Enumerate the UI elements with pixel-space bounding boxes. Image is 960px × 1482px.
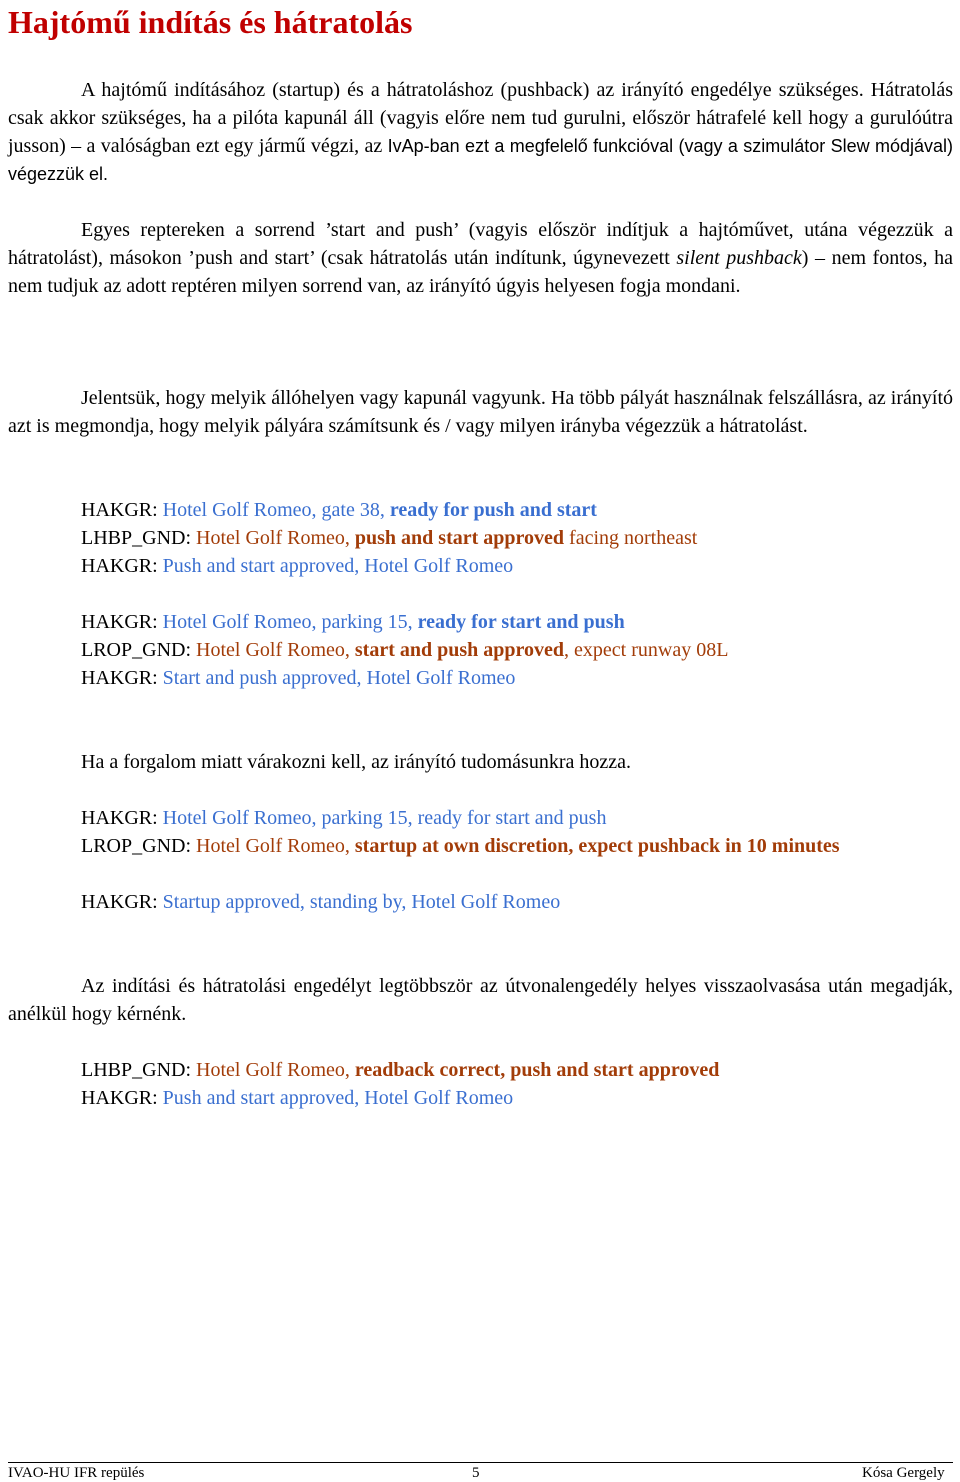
order-text-part1: Egyes reptereken a sorrend ’start and push’ (vagyis először indítjuk a hajtóművet, utána végezzük a hátratolást), másokon ’push and start’ (csak hátratolás után indítunk, úgynevezett [8, 219, 953, 269]
atc-bold-text: readback correct, push and start approved [354, 1059, 720, 1081]
atc-text: Hotel Golf Romeo, [196, 835, 355, 857]
atc-text: Hotel Golf Romeo, [196, 527, 355, 549]
order-text-part2: ) – nem fontos, ha nem tudjuk az adott reptéren milyen sorrend van, az irányító úgyis helyesen fogja mondani. [8, 247, 953, 297]
pilot-text: Hotel Golf Romeo, parking 15, ready for start and push [162, 807, 607, 829]
pilot-text: Push and start approved, Hotel Golf Romeo [162, 555, 514, 577]
atc-tail-text: , expect runway 08L [564, 639, 729, 661]
readback-paragraph: Az indítási és hátratolási engedélyt legtöbbször az útvonalengedély helyes visszaolvasása után megadják, anélkül hogy kérnénk. [8, 975, 953, 1025]
ex3-line3 [81, 888, 560, 916]
order-text-italic: silent pushback [676, 247, 802, 269]
ex3-line1 [81, 804, 606, 832]
speaker-label: HAKGR: [81, 611, 163, 633]
pilot-text: Hotel Golf Romeo, gate 38, [162, 499, 390, 521]
atc-bold-text: start and push approved [354, 639, 565, 661]
speaker-label: HAKGR: [81, 1087, 163, 1109]
intro-text-part1: A hajtómű indításához (startup) és a hátratoláshoz (pushback) az irányító engedélye szükséges. Hátratolás csak akkor szükséges, ha a pilóta kapunál áll (vagyis előre nem tud gurulni, először hátrafelé kell hogy a gurulóútra jusson) – a valóságban ezt egy jármű végzi, az [8, 79, 953, 157]
atc-bold-text: push and start approved [354, 527, 565, 549]
footer-page-number: 5 [472, 1465, 480, 1481]
intro-text-part2: IvAp-ban ezt a megfelelő funkcióval (vagy a szimulátor Slew módjával) végezzük el. [8, 136, 953, 184]
report-paragraph: Jelentsük, hogy melyik állóhelyen vagy kapunál vagyunk. Ha több pályát használnak felszállásra, az irányító azt is megmondja, hogy melyik pályára számítsunk és / vagy milyen irányba végezzük a hátratolást. [8, 387, 953, 437]
speaker-label: HAKGR: [81, 667, 163, 689]
ex2-line2 [81, 636, 728, 664]
ex2-line3 [81, 664, 515, 692]
pilot-bold-text: ready for start and push [417, 611, 625, 633]
ex4-line1 [81, 1056, 719, 1084]
speaker-label: HAKGR: [81, 891, 163, 913]
ex3-line2 [8, 832, 953, 860]
speaker-label: LHBP_GND: [81, 527, 197, 549]
speaker-label: HAKGR: [81, 807, 163, 829]
intro-paragraph [8, 76, 953, 188]
pilot-text: Startup approved, standing by, Hotel Golf Romeo [162, 891, 561, 913]
order-paragraph [8, 216, 953, 300]
footer-divider [8, 1462, 953, 1463]
ex2-line1 [81, 608, 625, 636]
ex1-line1 [81, 496, 597, 524]
speaker-label: LROP_GND: [81, 639, 197, 661]
pilot-bold-text: ready for push and start [389, 499, 597, 521]
pilot-text: Hotel Golf Romeo, parking 15, [162, 611, 418, 633]
pilot-text: Push and start approved, Hotel Golf Romeo [162, 1087, 514, 1109]
speaker-label: HAKGR: [81, 499, 163, 521]
atc-bold-text: startup at own discretion, expect pushback in 10 minutes [354, 835, 840, 857]
pilot-text: Start and push approved, Hotel Golf Romeo [162, 667, 516, 689]
speaker-label: LROP_GND: [81, 835, 197, 857]
ex1-line3 [81, 552, 513, 580]
atc-text: Hotel Golf Romeo, [196, 1059, 355, 1081]
page-title: Hajtómű indítás és hátratolás [8, 4, 413, 40]
speaker-label: LHBP_GND: [81, 1059, 197, 1081]
atc-tail-text: facing northeast [564, 527, 698, 549]
atc-text: Hotel Golf Romeo, [196, 639, 355, 661]
wait-paragraph: Ha a forgalom miatt várakozni kell, az irányító tudomásunkra hozza. [81, 751, 631, 773]
footer-author: Kósa Gergely [862, 1465, 945, 1481]
ex1-line2 [81, 524, 697, 552]
ex4-line2 [81, 1084, 513, 1112]
speaker-label: HAKGR: [81, 555, 163, 577]
footer-left-text: IVAO-HU IFR repülés [8, 1465, 145, 1481]
